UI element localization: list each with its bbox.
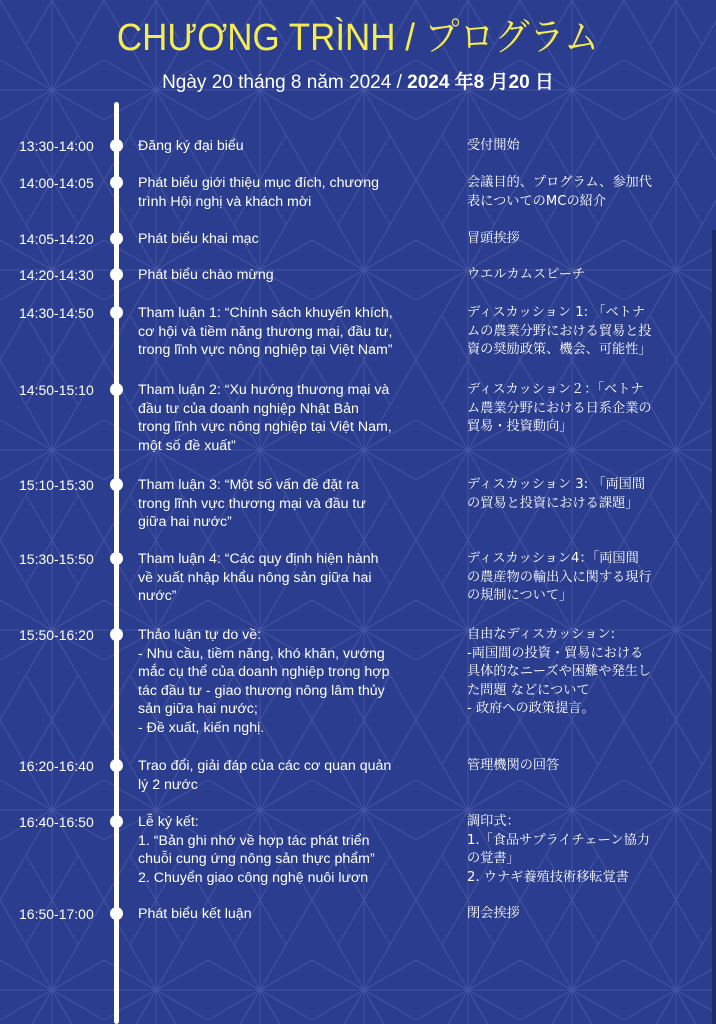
schedule-item-vi-line: Phát biểu kết luận bbox=[138, 906, 252, 922]
schedule-item-vi-line: tác đầu tư - giao thương nông lâm thủy bbox=[138, 682, 385, 699]
schedule-item-jp-line: 貿易・投資動向」 bbox=[467, 419, 573, 434]
schedule-item-jp-line: 自由なディスカッション: bbox=[467, 627, 616, 642]
timeline-dot bbox=[110, 268, 123, 281]
schedule-item-jp-line: 管理機関の回答 bbox=[467, 758, 560, 773]
schedule-item-vi-line: Tham luận 4: “Các quy định hiện hành bbox=[138, 551, 379, 567]
timeline-dot bbox=[110, 139, 123, 152]
schedule-item-jp-line: ウエルカムスピーチ bbox=[467, 267, 586, 282]
schedule-item-jp-line: 2. ウナギ養殖技術移転覚書 bbox=[467, 869, 629, 885]
schedule-item-vi bbox=[138, 626, 420, 737]
schedule-item-vi-line: một số đề xuất” bbox=[138, 437, 236, 454]
event-date bbox=[0, 67, 716, 94]
schedule-item-vi bbox=[138, 137, 420, 156]
schedule-item-jp-line: 具体的なニーズや困難や発生し bbox=[467, 664, 651, 679]
schedule-item-vi bbox=[138, 266, 420, 285]
schedule-time: 16:20-16:40 bbox=[19, 758, 94, 774]
schedule-item-vi-line: Phát biểu chào mừng bbox=[138, 267, 274, 283]
schedule-item-vi bbox=[138, 550, 420, 606]
schedule-item-jp-line: ム農業分野における日系企業の bbox=[467, 400, 652, 416]
schedule-item-vi-line: trình Hội nghị và khách mời bbox=[138, 193, 312, 210]
schedule-item-jp-line: の覚書」 bbox=[467, 851, 520, 866]
event-date-jp: 2024 年8 月20 日 bbox=[407, 72, 554, 93]
schedule-item-vi bbox=[138, 905, 420, 924]
timeline-dot bbox=[110, 232, 123, 245]
schedule-item-vi-line: đầu tư của doanh nghiệp Nhật Bản bbox=[138, 400, 359, 417]
schedule-item-vi-line: trong lĩnh vực thương mại và đầu tư bbox=[138, 495, 366, 512]
schedule-time: 15:50-16:20 bbox=[19, 627, 94, 643]
schedule-time: 14:20-14:30 bbox=[19, 267, 94, 283]
schedule-item-jp-line: の貿易と投資における課題」 bbox=[467, 495, 639, 511]
schedule-item-jp-line: ディスカッション4：「両国間 bbox=[467, 551, 639, 566]
schedule-item-vi-line: cơ hội và tiềm năng thương mại, đầu tư, bbox=[138, 323, 393, 340]
page-title: CHƯƠNG TRÌNH / プログラム bbox=[116, 17, 600, 59]
schedule-time: 14:00-14:05 bbox=[19, 175, 94, 191]
schedule-item-jp bbox=[467, 476, 697, 513]
schedule-item-vi-line: - Đề xuất, kiến nghị. bbox=[138, 719, 265, 736]
timeline-dot bbox=[110, 628, 123, 641]
schedule-item-vi-line: trong lĩnh vực nông nghiệp tại Việt Nam, bbox=[138, 419, 392, 435]
schedule-item-jp-line: ディスカッション 3: 「両国間 bbox=[467, 477, 646, 492]
schedule-time: 15:10-15:30 bbox=[19, 477, 94, 493]
schedule-item-vi bbox=[138, 757, 420, 794]
schedule-item-vi bbox=[138, 381, 420, 455]
schedule-item-jp-line: - 政府への政策提言。 bbox=[467, 701, 595, 716]
timeline-dot bbox=[110, 759, 123, 772]
schedule-item-jp-line: 調印式： bbox=[467, 814, 520, 829]
schedule-item-jp-line: 閉会挨拶 bbox=[467, 906, 520, 921]
timeline-dot bbox=[110, 383, 123, 396]
schedule-item-vi-line: Phát biểu giới thiệu mục đích, chương bbox=[138, 175, 380, 191]
schedule-item-jp bbox=[467, 905, 697, 924]
schedule-item-jp bbox=[467, 304, 697, 360]
schedule-item-vi-line: Tham luận 1: “Chính sách khuyến khích, bbox=[138, 305, 393, 321]
schedule-item-jp-line: 資の奨励政策、機会、可能性」 bbox=[467, 342, 652, 357]
schedule-item-vi-line: - Nhu cầu, tiềm năng, khó khăn, vướng bbox=[138, 645, 385, 662]
schedule-time: 13:30-14:00 bbox=[19, 138, 94, 154]
schedule-item-vi-line: mắc cụ thể của doanh nghiệp trong hợp bbox=[138, 664, 390, 680]
schedule-item-jp bbox=[467, 266, 697, 285]
schedule-item-jp bbox=[467, 757, 697, 776]
schedule-item-jp-line: 会議目的、プログラム、参加代 bbox=[467, 175, 652, 190]
timeline-dot bbox=[110, 306, 123, 319]
timeline-dot bbox=[110, 907, 123, 920]
schedule-item-vi-line: 1. “Bản ghi nhớ về hợp tác phát triển bbox=[138, 832, 370, 849]
schedule-item-jp-line: 表についてのMCの紹介 bbox=[467, 193, 607, 209]
schedule-item-jp-line: 受付開始 bbox=[467, 138, 520, 153]
schedule-item-jp bbox=[467, 550, 697, 606]
schedule-item-jp-line: ムの農業分野における貿易と投 bbox=[467, 323, 652, 339]
schedule-time: 16:40-16:50 bbox=[19, 814, 94, 830]
schedule-item-vi-line: Phát biểu khai mạc bbox=[138, 231, 259, 247]
schedule-item-vi bbox=[138, 174, 420, 211]
schedule-item-vi-line: lý 2 nước bbox=[138, 776, 198, 793]
schedule-item-jp-line: た問題 などについて bbox=[467, 682, 590, 698]
schedule-item-vi-line: Lễ ký kết: bbox=[138, 814, 199, 830]
schedule-item-vi-line: nước” bbox=[138, 588, 177, 604]
schedule-item-vi-line: trong lĩnh vực nông nghiệp tại Việt Nam” bbox=[138, 342, 393, 358]
schedule-item-jp-line: -両国間の投資・貿易における bbox=[467, 645, 644, 661]
timeline-dot bbox=[110, 552, 123, 565]
schedule-item-jp bbox=[467, 174, 697, 211]
schedule-item-vi bbox=[138, 813, 420, 887]
schedule-item-vi-line: Tham luận 2: “Xu hướng thương mại và bbox=[138, 382, 390, 398]
schedule-item-jp-line: ディスカッション２：「ベトナ bbox=[467, 382, 644, 397]
event-date-vi: Ngày 20 tháng 8 năm 2024 / bbox=[162, 72, 408, 93]
schedule-item-jp bbox=[467, 230, 697, 249]
schedule-item-vi-line: sản giữa hai nước; bbox=[138, 701, 258, 717]
schedule-item-jp bbox=[467, 626, 697, 719]
schedule-item-jp bbox=[467, 381, 697, 437]
schedule-time: 14:50-15:10 bbox=[19, 382, 94, 398]
schedule-item-vi-line: giữa hai nước” bbox=[138, 514, 232, 530]
timeline-dot bbox=[110, 478, 123, 491]
schedule-item-jp bbox=[467, 137, 697, 156]
schedule-time: 14:30-14:50 bbox=[19, 305, 94, 321]
schedule-item-jp-line: の農産物の輸出入に関する現行 bbox=[467, 569, 652, 585]
schedule-time: 14:05-14:20 bbox=[19, 231, 94, 247]
schedule-item-jp-line: の規制について」 bbox=[467, 588, 573, 603]
schedule-item-vi bbox=[138, 230, 420, 249]
schedule-item-vi-line: Đăng ký đại biểu bbox=[138, 138, 244, 154]
schedule-item-vi-line: Thảo luận tự do về: bbox=[138, 627, 262, 643]
schedule-item-jp bbox=[467, 813, 697, 887]
schedule-item-jp-line: ディスカッション 1: 「ベトナ bbox=[467, 305, 646, 320]
schedule-item-jp-line: 冒頭挨拶 bbox=[467, 231, 520, 246]
page-edge-shadow bbox=[712, 230, 716, 1024]
schedule-item-vi-line: Trao đổi, giải đáp của các cơ quan quản bbox=[138, 758, 392, 774]
schedule-item-jp-line: 1.「食品サプライチェーン協力 bbox=[467, 832, 650, 848]
timeline-dot bbox=[110, 176, 123, 189]
schedule-item-vi-line: chuỗi cung ứng nông sản thực phẩm” bbox=[138, 851, 375, 867]
schedule-item-vi-line: về xuất nhập khẩu nông sản giữa hai bbox=[138, 569, 372, 586]
schedule-item-vi bbox=[138, 304, 420, 360]
schedule-item-vi-line: 2. Chuyển giao công nghệ nuôi lươn bbox=[138, 869, 369, 886]
timeline-dot bbox=[110, 815, 123, 828]
schedule-time: 16:50-17:00 bbox=[19, 906, 94, 922]
schedule-time: 15:30-15:50 bbox=[19, 551, 94, 567]
schedule-item-vi bbox=[138, 476, 420, 532]
schedule-item-vi-line: Tham luận 3: “Một số vấn đề đặt ra bbox=[138, 477, 359, 493]
